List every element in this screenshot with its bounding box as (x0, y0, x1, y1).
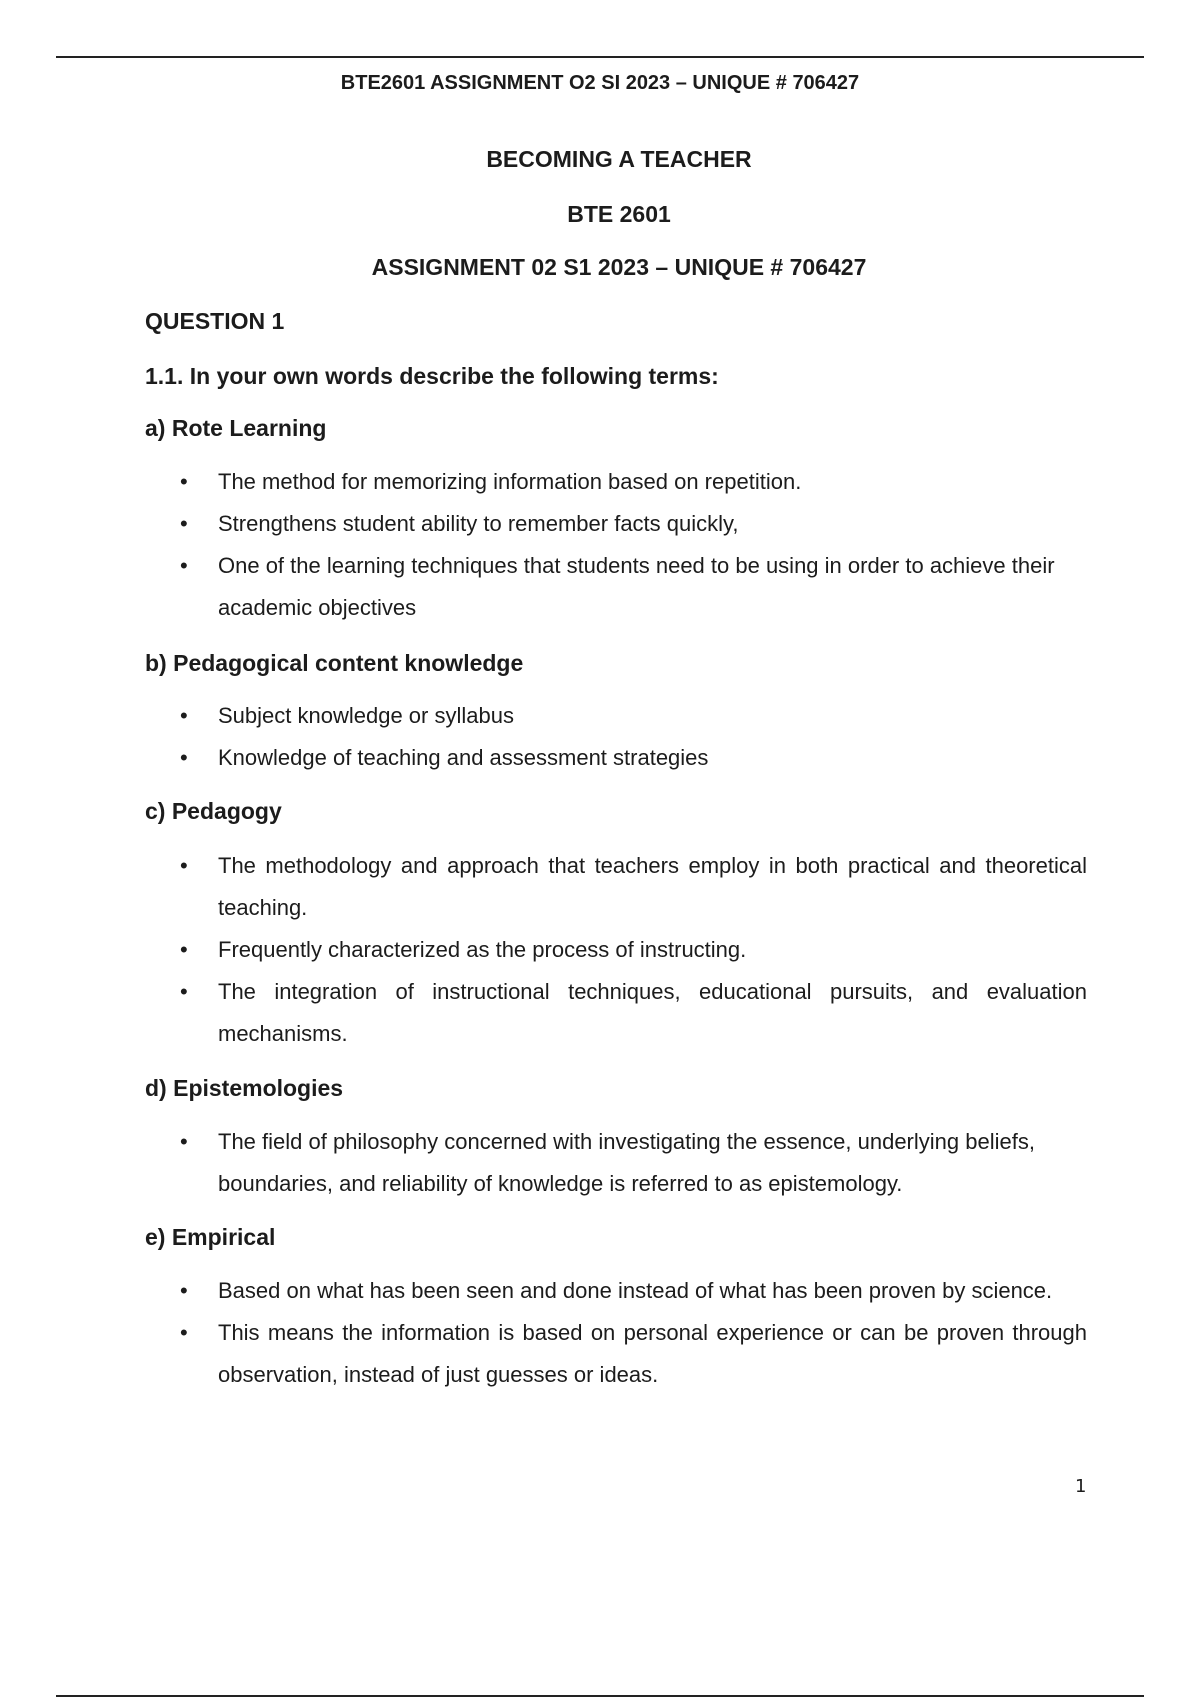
list-item: • The method for memorizing information based on repetition. (145, 461, 1087, 503)
term-heading-empirical: e) Empirical (145, 1224, 276, 1250)
list-item: • Based on what has been seen and done instead of what has been proven by science. (145, 1270, 1087, 1312)
list-item: • Subject knowledge or syllabus (145, 695, 1087, 737)
term-bullets-epistemologies (145, 1121, 1087, 1205)
list-item: • Frequently characterized as the process of instructing. (145, 929, 1087, 971)
list-item: • Strengthens student ability to remember facts quickly, (145, 503, 1087, 545)
term-bullets-empirical (145, 1270, 1087, 1396)
list-item: • Knowledge of teaching and assessment strategies (145, 737, 1087, 779)
term-heading-epistemologies: d) Epistemologies (145, 1075, 344, 1101)
list-item: • The integration of instructional techniques, educational pursuits, and evaluation mechanisms. (145, 971, 1087, 1055)
list-item: • The field of philosophy concerned with investigating the essence, underlying beliefs, boundaries, and reliability of knowledge is referred to as epistemology. (145, 1121, 1087, 1205)
course-code: BTE 2601 (567, 201, 671, 227)
document-title: BECOMING A TEACHER (486, 146, 752, 172)
running-header: BTE2601 ASSIGNMENT O2 SI 2023 – UNIQUE # 706427 (340, 72, 860, 94)
list-item: • This means the information is based on personal experience or can be proven through observation, instead of just guesses or ideas. (145, 1312, 1087, 1396)
question-instruction: 1.1. In your own words describe the following terms: (145, 363, 719, 389)
term-bullets-pedagogical-content-knowledge (145, 695, 1087, 779)
term-bullets-pedagogy (145, 845, 1087, 1055)
header-rule (56, 56, 1144, 58)
footer-rule (56, 1695, 1144, 1697)
term-heading-pedagogical-content-knowledge: b) Pedagogical content knowledge (145, 650, 524, 676)
question-heading: QUESTION 1 (145, 308, 285, 334)
term-heading-rote-learning: a) Rote Learning (145, 415, 327, 441)
assignment-title: ASSIGNMENT 02 S1 2023 – UNIQUE # 706427 (371, 254, 867, 280)
list-item: • One of the learning techniques that students need to be using in order to achieve their academic objectives (145, 545, 1087, 629)
list-item: • The methodology and approach that teachers employ in both practical and theoretical teaching. (145, 845, 1087, 929)
term-bullets-rote-learning (145, 461, 1087, 629)
page-number: 1 (1075, 1476, 1087, 1497)
term-heading-pedagogy: c) Pedagogy (145, 798, 282, 824)
